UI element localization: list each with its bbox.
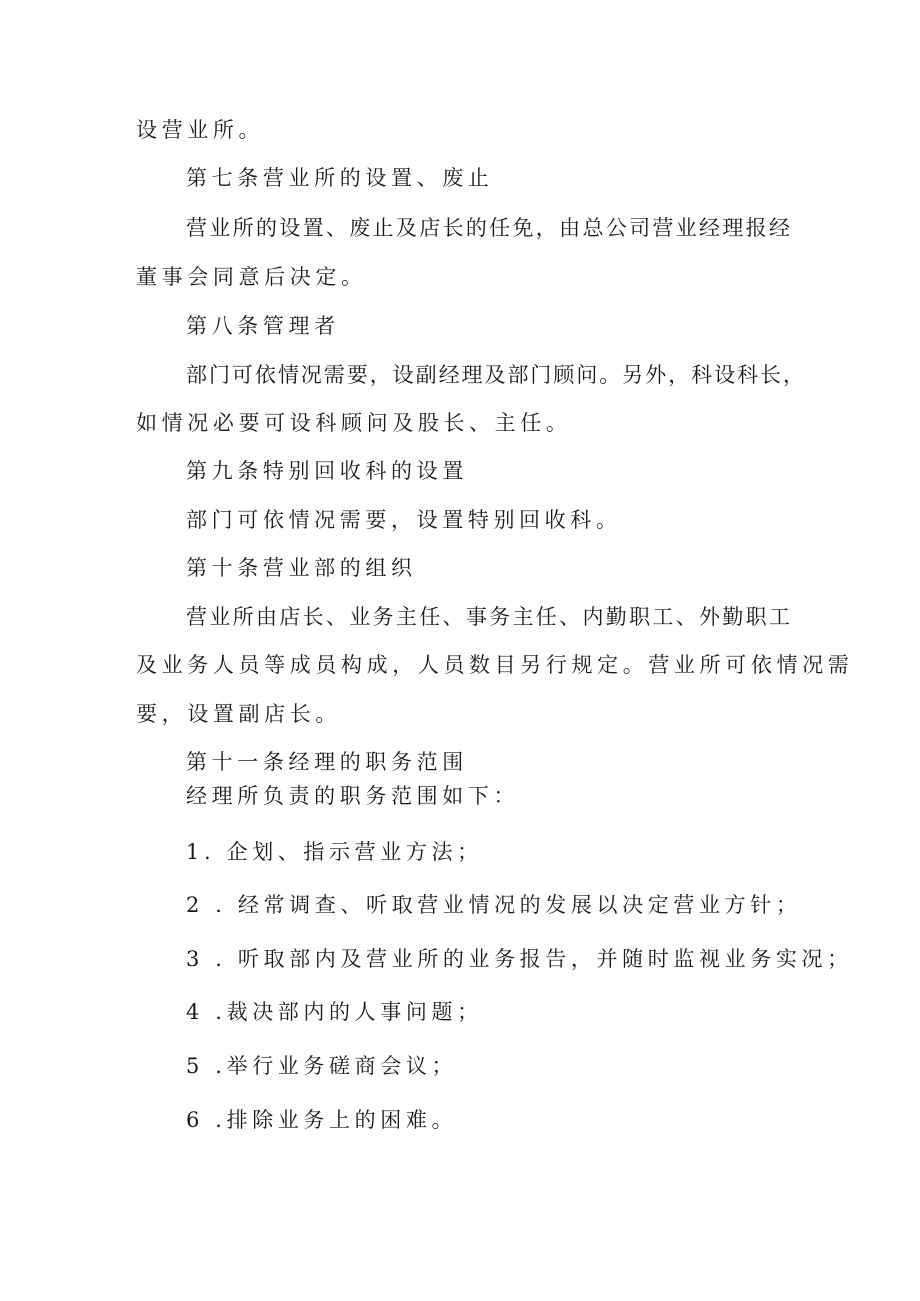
list-item: 3 . 听取部内及营业所的业务报告，并随时监视业务实况； <box>186 947 853 971</box>
article-11-intro: 经理所负责的职务范围如下： <box>186 784 520 808</box>
article-10-body-line-1: 营业所由店长、业务主任、事务主任、内勤职工、外勤职工 <box>186 605 790 629</box>
article-11-heading: 第十一条经理的职务范围 <box>186 750 468 774</box>
article-9-body: 部门可依情况需要，设置特别回收科。 <box>186 508 622 532</box>
paragraph-continuation: 设营业所。 <box>136 118 265 142</box>
article-10-body-line-3: 要，设置副店长。 <box>136 702 341 726</box>
article-8-heading: 第八条管理者 <box>186 314 340 338</box>
list-item: 5 .举行业务磋商会议； <box>186 1054 458 1078</box>
article-7-body-line-1: 营业所的设置、废止及店长的任免，由总公司营业经理报经 <box>186 216 790 240</box>
article-8-body-line-2: 如情况必要可设科顾问及股长、主任。 <box>136 411 572 435</box>
list-item: 4 .裁决部内的人事问题； <box>186 1000 483 1024</box>
article-10-heading: 第十条营业部的组织 <box>186 556 417 580</box>
list-item: 6 .排除业务上的困难。 <box>186 1108 458 1132</box>
article-8-body-line-1: 部门可依情况需要，设副经理及部门顾问。另外，科设科长， <box>186 363 804 387</box>
article-10-body-line-2: 及业务人员等成员构成，人员数目另行规定。营业所可依情况需 <box>136 653 854 677</box>
article-7-body-line-2: 董事会同意后决定。 <box>136 265 367 289</box>
list-item: 2 . 经常调查、听取营业情况的发展以决定营业方针； <box>186 893 802 917</box>
list-item: 1. 企划、指示营业方法； <box>186 840 483 864</box>
article-7-heading: 第七条营业所的设置、废止 <box>186 166 494 190</box>
article-9-heading: 第九条特别回收科的设置 <box>186 459 468 483</box>
